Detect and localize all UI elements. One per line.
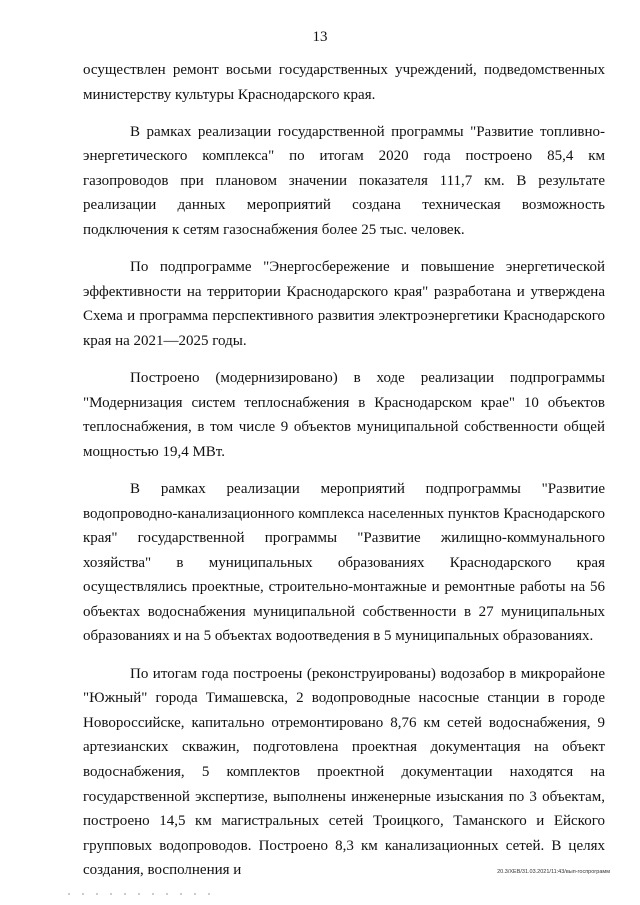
paragraph-heat-supply: Построено (модернизировано) в ходе реализации подпрограммы "Модернизация систем теплоснабжения в Краснодарском крае" 10 объектов теплоснабжения, в том числе 9 объектов муниципальной собственности общей мощностью 19,4 МВт. [83,370,605,460]
document-footer-code: 20.3/ХЕВ/31.03.2021/11:43/вып-госпрограмм [497,869,610,875]
paragraph-culture-repairs: осуществлен ремонт восьми государственных учреждений, подведомственных министерству культуры Краснодарского края. [83,62,605,103]
paragraph-water-sewerage: В рамках реализации мероприятий подпрограммы "Развитие водопроводно-канализационного комплекса населенных пунктов Краснодарского края" государственной программы "Развитие жилищно-коммунального хозяйства" в муниципальных образованиях Краснодарского края осуществлялись проектные, строительно-монтажные и ремонтные работы на 56 объектах водоснабжения муниципальной собственности в 27 муниципальных образованиях и на 5 объектах водоотведения в 5 муниципальных образованиях. [83,480,605,645]
scan-artifact-dots [62,891,222,897]
document-body [83,58,605,883]
paragraph-year-results: По итогам года построены (реконструированы) водозабор в микрорайоне "Южный" города Тимашевска, 2 водопроводные насосные станции в городе Новороссийске, капитально отремонтировано 8,76 км сетей водоснабжения, 9 артезианских скважин, подготовлена проектная документация на объект водоснабжения, 5 комплектов проектной документации находятся на государственной экспертизе, выполнены инженерные изыскания по 3 объектам, построено 14,5 км магистральных сетей Троицкого, Таманского и Ейского групповых водопроводов. Построено 8,3 км канализационных сетей. В целях создания, восполнения и [83,665,605,879]
paragraph-energy-saving: По подпрограмме "Энергосбережение и повышение энергетической эффективности на территории Краснодарского края" разработана и утверждена Схема и программа перспективного развития электроэнергетики Краснодарского края на 2021—2025 годы. [83,259,605,349]
page-number: 13 [312,29,328,45]
paragraph-fuel-energy: В рамках реализации государственной программы "Развитие топливно-энергетического комплекса" по итогам 2020 года построено 85,4 км газопроводов при плановом значении показателя 111,7 км. В результате реализации данных мероприятий создана техническая возможность подключения к сетям газоснабжения более 25 тыс. человек. [83,123,605,239]
